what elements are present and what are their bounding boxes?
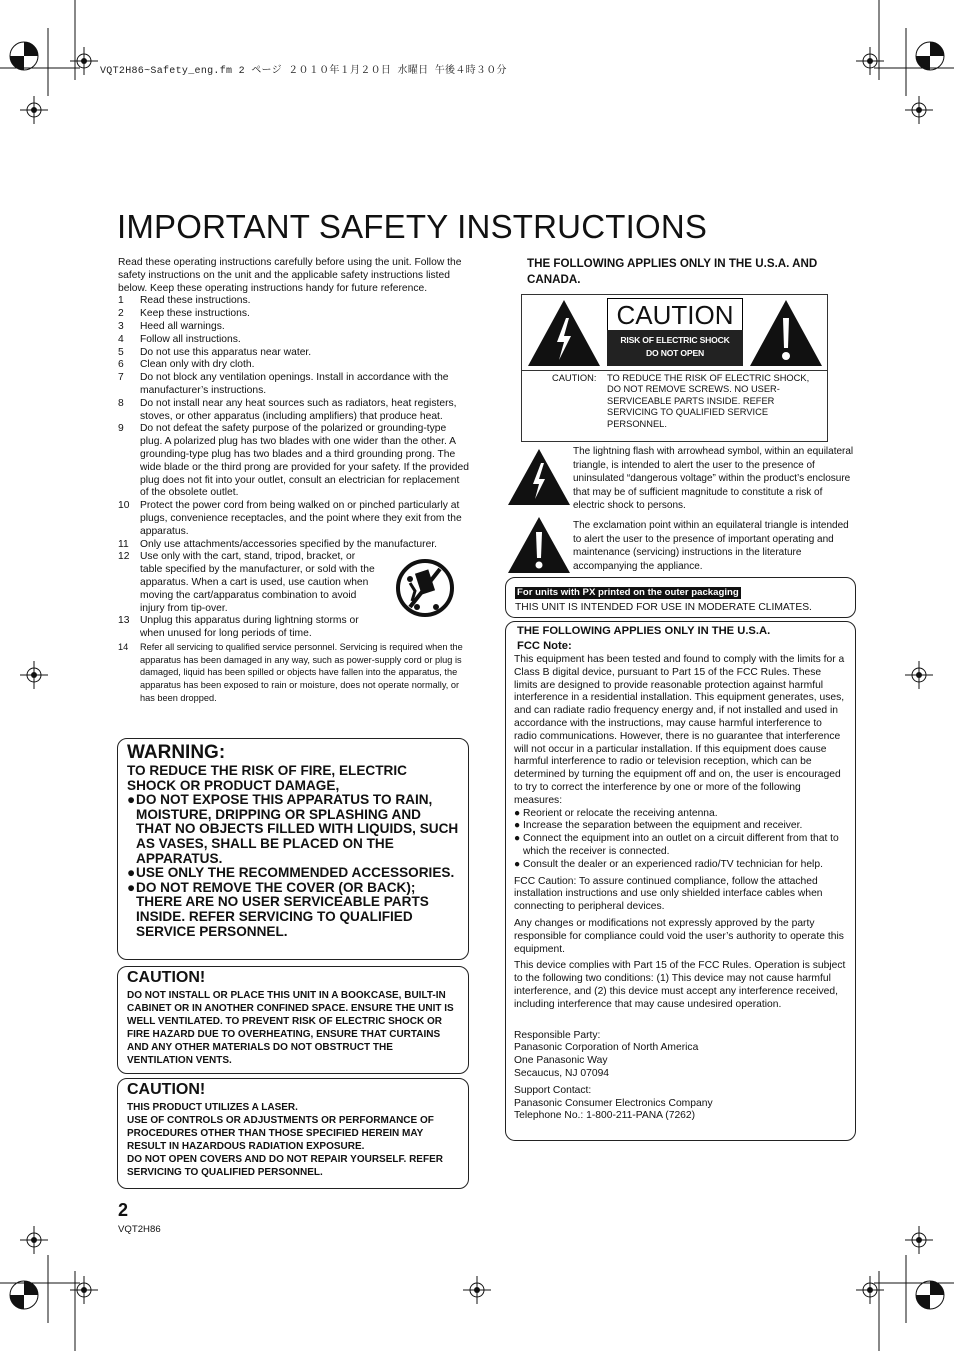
instruction-item [118, 347, 470, 360]
instruction-text: Follow all instructions. [140, 333, 241, 345]
instruction-list [118, 295, 470, 551]
instruction-item [118, 372, 470, 398]
caution-ventilation-text: DO NOT INSTALL OR PLACE THIS UNIT IN A BOOKCASE, BUILT-IN CABINET OR IN ANOTHER CONFINED SPACE. ENSURE THE UNIT IS WELL VENTILATED. TO PREVENT RISK OF ELECTRIC SHOCK OR FIRE HAZARD DUE TO OVERHEATING, ENSURE THAT CURTAINS AND ANY OTHER MATERIALS DO NOT OBSTRUCT THE VENTILATION VENTS. [127, 990, 454, 1066]
warning-bullet: DO NOT EXPOSE THIS APPARATUS TO RAIN, MOISTURE, DRIPPING OR SPLASHING AND THAT NO OBJECTS FILLED WITH LIQUIDS, SUCH AS VASES, SHALL BE PLACED ON THE APPARATUS. [136, 792, 459, 866]
exclamation-symbol-icon [506, 515, 572, 575]
instruction-text: Read these instructions. [140, 295, 251, 307]
safety-instructions-column [118, 257, 470, 704]
do-not-open-line: DO NOT OPEN [646, 348, 704, 358]
caution-laser-box [117, 1078, 469, 1189]
page-title: IMPORTANT SAFETY INSTRUCTIONS [117, 208, 708, 245]
fcc-box: THE FOLLOWING APPLIES ONLY IN THE U.S.A. FCC Note: This equipment has been tested and found to comply with the limits for a Class B digital device, pursuant to Part 15 of the FCC Rules. These limits are designed to provide reasonable protection against harmful interference in a residential installation. This equipment generates, uses, and can radiate radio frequency energy and, if not installed and used in accordance with the instructions, may cause harmful interference to radio communications. However, there is no guarantee that interference will not occur in a particular installation. If this equipment does cause harmful interference to radio or television reception, which can be determined by turning the equipment off and on, the user is encouraged to try to correct the interference by one or more of the following measures: ● Reorient or relocate the receiving antenna. ● Increase the separation between the equipment and receiver. ● Connect the equipment into an outlet on a circuit different from that to which the receiver is connected. ● Consult the dealer or an experienced radio/TV technician for help. FCC Caution: To assure continued compliance, follow the attached installation instructions and use only shielded interface cables when connecting to peripheral devices. Any changes or modifications not expressly approved by the party responsible for compliance could void the user’s authority to operate this equipment. This device complies with Part 15 of the FCC Rules. Operation is subject to the following two conditions: (1) This device may not cause harmful interference, and (2) this device must accept any interference received, including interference that may cause undesired operation. Responsible Party: Panasonic Corporation of North America One Panasonic Way Secaucus, NJ 07094 Support Contact: Panasonic Consumer Electronics Company Telephone No.: 1-800-211-PANA (7262) [505, 621, 856, 1141]
instruction-item [118, 321, 470, 334]
caution-panel-title: CAUTION [607, 298, 743, 332]
caution-ventilation-box [117, 966, 469, 1074]
laser-line: USE OF CONTROLS OR ADJUSTMENTS OR PERFORMANCE OF PROCEDURES OTHER THAN THOSE SPECIFIED HEREIN MAY RESULT IN HAZARDOUS RADIATION EXPOSURE. [127, 1115, 434, 1152]
caution-panel-text: TO REDUCE THE RISK OF ELECTRIC SHOCK, DO NOT REMOVE SCREWS. NO USER-SERVICEABLE PARTS INSIDE. REFER SERVICING TO QUALIFIED SERVICE PERSONNEL. [607, 373, 810, 429]
page-code: VQT2H86 [118, 1224, 161, 1235]
fcc-part15: This device complies with Part 15 of the FCC Rules. Operation is subject to the following two conditions: (1) This device may not cause harmful interference, and (2) this device must accept any interference received, including interference that may cause undesired operation. [514, 960, 846, 1010]
instruction-item [118, 641, 470, 705]
instruction-item [118, 359, 470, 372]
instruction-number: 8 [118, 397, 124, 409]
file-header: VQT2H86~Safety_eng.fm 2 ページ ２０１０年１月２０日 水曜日 午後４時３０分 [100, 66, 507, 77]
warning-bullet: USE ONLY THE RECOMMENDED ACCESSORIES. [136, 865, 455, 881]
support-line: Panasonic Consumer Electronics Company [514, 1097, 713, 1109]
instruction-text: Unplug this apparatus during lightning storms or when unused for long periods of time. [140, 615, 359, 640]
fcc-bullet: Connect the equipment into an outlet on a circuit different from that to which the receiver is connected. [523, 833, 839, 857]
instruction-number: 14 [118, 641, 129, 652]
instruction-text: Protect the power cord from being walked on or pinched particularly at plugs, convenience receptacles, and the point where they exit from the apparatus. [140, 500, 462, 537]
instruction-text: Do not block any ventilation openings. Install in accordance with the manufacturer’s instructions. [140, 372, 449, 396]
instruction-text: Keep these instructions. [140, 308, 250, 320]
instruction-item [118, 551, 380, 615]
support-contact [514, 1085, 847, 1123]
page-number: 2 [118, 1200, 129, 1220]
responsible-line: Panasonic Corporation of North America [514, 1042, 699, 1054]
caution-label-panel [521, 294, 828, 442]
instruction-text: Heed all warnings. [140, 320, 225, 332]
instruction-text: Clean only with dry cloth. [140, 359, 255, 371]
instruction-number: 1 [118, 295, 124, 307]
support-line: Telephone No.: 1-800-211-PANA (7262) [514, 1110, 696, 1122]
warning-lead: TO REDUCE THE RISK OF FIRE, ELECTRIC SHOCK OR PRODUCT DAMAGE, [127, 763, 407, 793]
instruction-text: Only use attachments/accessories specified by the manufacturer. [140, 538, 438, 550]
instruction-list-14 [118, 641, 470, 705]
lightning-explanation: The lightning flash with arrowhead symbol, within an equilateral triangle, is intended to alert the user to the presence of uninsulated “dangerous voltage” within the product’s enclosure that may be of sufficient magnitude to constitute a risk of electric shock to persons. [573, 446, 854, 511]
fcc-paragraph: This equipment has been tested and found to comply with the limits for a Class B digital device, pursuant to Part 15 of the FCC Rules. These limits are designed to provide reasonable protection against harmful interference in a residential installation. This equipment generates, uses, and can radiate radio frequency energy and, if not installed and used in accordance with the instructions, may cause harmful interference to radio communications. However, there is no guarantee that interference will not occur in a particular installation. If this equipment does cause harmful interference to radio or television reception, which can be determined by turning the equipment off and on, the user is encouraged to try to correct the interference by one or more of the following measures: [514, 654, 845, 806]
instruction-number: 6 [118, 359, 124, 371]
instruction-item [118, 334, 470, 347]
instruction-item [118, 500, 470, 538]
lightning-symbol-icon [506, 447, 572, 507]
cart-section [118, 551, 470, 641]
cart-warning-icon [396, 553, 454, 623]
intro-paragraph: Read these operating instructions carefully before using the unit. Follow the safety instructions on the unit and the applicable safety instructions listed below. Keep these operating instructions handy for future reference. [118, 257, 462, 294]
exclamation-triangle-icon [748, 298, 824, 368]
instruction-list-cart [118, 551, 380, 641]
responsible-party [514, 1030, 847, 1081]
instruction-number: 7 [118, 372, 124, 384]
instruction-text: Do not defeat the safety purpose of the polarized or grounding-type plug. A polarized plug has two blades with one wider than the other. A grounding-type plug has two blades and a third grounding prong. The wide blade or the third prong are provided for your safety. If the provided plug does not fit into your outlet, consult an electrician for replacement of the obsolete outlet. [140, 423, 469, 499]
fcc-heading: THE FOLLOWING APPLIES ONLY IN THE U.S.A. [517, 625, 771, 637]
px-label: For units with PX printed on the outer packaging [517, 587, 739, 598]
instruction-number: 12 [118, 551, 130, 563]
instruction-item [118, 295, 470, 308]
px-text: THIS UNIT IS INTENDED FOR USE IN MODERATE CLIMATES. [515, 602, 812, 613]
caution-panel-label: CAUTION: [552, 373, 597, 383]
responsible-line: One Panasonic Way [514, 1055, 608, 1067]
fcc-bullet: Consult the dealer or an experienced radio/TV technician for help. [523, 858, 823, 870]
instruction-number: 11 [118, 538, 129, 550]
exclamation-explanation: The exclamation point within an equilateral triangle is intended to alert the user to the presence of important operating and maintenance (servicing) instructions in the literature accompanying the appliance. [573, 520, 849, 572]
instruction-number: 4 [118, 333, 124, 345]
instruction-text: Do not use this apparatus near water. [140, 346, 312, 358]
risk-line: RISK OF ELECTRIC SHOCK [620, 335, 730, 345]
instruction-text: Refer all servicing to qualified service personnel. Servicing is required when the apparatus has been damaged in any way, such as power-supply cord or plug is damaged, liquid has been spilled or objects have fallen into the apparatus, the apparatus has been exposed to rain or moisture, does not operate normally, or has been dropped. [140, 641, 463, 703]
instruction-number: 2 [118, 308, 124, 320]
instruction-number: 10 [118, 500, 130, 512]
warning-heading: WARNING: [127, 742, 226, 763]
instruction-item [118, 398, 470, 424]
fcc-caution: FCC Caution: To assure continued compliance, follow the attached installation instructions and use only shielded interface cables when connecting to peripheral devices. [514, 875, 823, 913]
instruction-number: 3 [118, 320, 124, 332]
fcc-bullet: Increase the separation between the equipment and receiver. [523, 820, 803, 832]
warning-bullet: DO NOT REMOVE THE COVER (OR BACK); THERE ARE NO USER SERVICEABLE PARTS INSIDE. REFER SERVICING TO QUALIFIED SERVICE PERSONNEL. [136, 879, 429, 939]
fcc-bullet: Reorient or relocate the receiving antenna. [523, 807, 718, 819]
instruction-item [118, 423, 470, 500]
instruction-text: Do not install near any heat sources such as radiators, heat registers, stoves, or other apparatus (including amplifiers) that produce heat. [140, 397, 457, 422]
laser-line: THIS PRODUCT UTILIZES A LASER. [127, 1102, 298, 1113]
laser-line: DO NOT OPEN COVERS AND DO NOT REPAIR YOURSELF. REFER SERVICING TO QUALIFIED PERSONNEL. [127, 1154, 443, 1178]
instruction-number: 9 [118, 423, 124, 435]
instruction-number: 13 [118, 615, 130, 627]
caution-panel-warning [607, 330, 743, 366]
caution-heading: CAUTION! [127, 969, 206, 986]
fcc-note: FCC Note: [517, 640, 572, 652]
caution-heading: CAUTION! [127, 1081, 206, 1098]
px-box [505, 577, 856, 618]
instruction-number: 5 [118, 346, 124, 358]
responsible-line: Secaucus, NJ 07094 [514, 1067, 610, 1079]
warning-box: WARNING: TO REDUCE THE RISK OF FIRE, ELECTRIC SHOCK OR PRODUCT DAMAGE, ● DO NOT EXPOSE THIS APPARATUS TO RAIN, MOISTURE, DRIPPING OR SPLASHING AND THAT NO OBJECTS FILLED WITH LIQUIDS, SUCH AS VASES, SHALL BE PLACED ON THE APPARATUS. ● USE ONLY THE RECOMMENDED ACCESSORIES. ● DO NOT REMOVE THE COVER (OR BACK); THERE ARE NO USER SERVICEABLE PARTS INSIDE. REFER SERVICING TO QUALIFIED SERVICE PERSONNEL. [117, 738, 469, 960]
instruction-text: Use only with the cart, stand, tripod, bracket, or table specified by the manufacturer, or sold with the apparatus. When a cart is used, use caution when moving the cart/apparatus combination to avoid injury from tip-over. [140, 551, 375, 614]
fcc-modifications: Any changes or modifications not expressly approved by the party responsible for compliance could void the user’s authority to operate this equipment. [514, 917, 844, 955]
responsible-line: Responsible Party: [514, 1029, 601, 1041]
support-line: Support Contact: [514, 1084, 592, 1096]
instruction-item [118, 539, 470, 552]
usa-canada-heading: THE FOLLOWING APPLIES ONLY IN THE U.S.A. AND CANADA. [527, 257, 818, 286]
lightning-triangle-icon [526, 298, 602, 368]
instruction-item [118, 615, 380, 641]
instruction-item [118, 308, 470, 321]
